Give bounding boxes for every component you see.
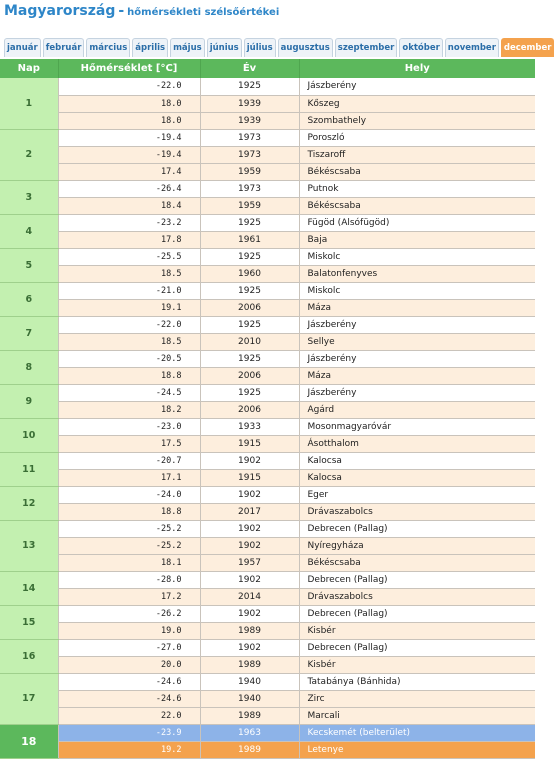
temperature-cell: -20.7 bbox=[58, 452, 200, 469]
day-cell: 17 bbox=[0, 673, 58, 724]
year-cell: 1973 bbox=[200, 146, 299, 163]
tab-month[interactable]: április bbox=[132, 38, 168, 57]
table-row bbox=[0, 316, 535, 333]
place-cell: Kalocsa bbox=[299, 452, 535, 469]
year-cell: 1925 bbox=[200, 282, 299, 299]
day-cell: 11 bbox=[0, 452, 58, 486]
day-cell: 16 bbox=[0, 639, 58, 673]
temperature-cell: 17.8 bbox=[58, 231, 200, 248]
table-row bbox=[0, 639, 535, 656]
column-header-temperature[interactable]: Hőmérséklet [°C] bbox=[58, 59, 200, 78]
temperature-cell: -24.0 bbox=[58, 486, 200, 503]
table-row bbox=[0, 214, 535, 231]
place-cell: Eger bbox=[299, 486, 535, 503]
place-cell: Kisbér bbox=[299, 622, 535, 639]
temperature-cell: -25.2 bbox=[58, 520, 200, 537]
table-row bbox=[0, 333, 535, 350]
year-cell: 1925 bbox=[200, 214, 299, 231]
temperature-cell: -24.6 bbox=[58, 690, 200, 707]
table-row bbox=[0, 741, 535, 758]
table-row bbox=[0, 554, 535, 571]
table-row bbox=[0, 384, 535, 401]
temperature-cell: -28.0 bbox=[58, 571, 200, 588]
temperature-cell: 19.2 bbox=[58, 741, 200, 758]
tab-month[interactable]: november bbox=[445, 38, 499, 57]
temperature-cell: 18.8 bbox=[58, 367, 200, 384]
temperature-cell: 18.1 bbox=[58, 554, 200, 571]
place-cell: Marcali bbox=[299, 707, 535, 724]
temperature-cell: 17.2 bbox=[58, 588, 200, 605]
temperature-cell: 19.0 bbox=[58, 622, 200, 639]
place-cell: Debrecen (Pallag) bbox=[299, 571, 535, 588]
year-cell: 1959 bbox=[200, 197, 299, 214]
place-cell: Drávaszabolcs bbox=[299, 588, 535, 605]
table-row bbox=[0, 724, 535, 741]
place-cell: Letenye bbox=[299, 741, 535, 758]
place-cell: Putnok bbox=[299, 180, 535, 197]
temperature-cell: -19.4 bbox=[58, 129, 200, 146]
year-cell: 1915 bbox=[200, 469, 299, 486]
column-header-year[interactable]: Év bbox=[200, 59, 299, 78]
table-row bbox=[0, 367, 535, 384]
table-row bbox=[0, 265, 535, 282]
year-cell: 1939 bbox=[200, 95, 299, 112]
table-row bbox=[0, 537, 535, 554]
year-cell: 2017 bbox=[200, 503, 299, 520]
place-cell: Agárd bbox=[299, 401, 535, 418]
table-row bbox=[0, 180, 535, 197]
year-cell: 1933 bbox=[200, 418, 299, 435]
day-cell: 1 bbox=[0, 78, 58, 129]
place-cell: Debrecen (Pallag) bbox=[299, 605, 535, 622]
table-row bbox=[0, 452, 535, 469]
place-cell: Balatonfenyves bbox=[299, 265, 535, 282]
day-cell: 10 bbox=[0, 418, 58, 452]
place-cell: Tatabánya (Bánhida) bbox=[299, 673, 535, 690]
table-row bbox=[0, 690, 535, 707]
place-cell: Békéscsaba bbox=[299, 163, 535, 180]
table-row bbox=[0, 571, 535, 588]
tab-month[interactable]: augusztus bbox=[278, 38, 333, 57]
place-cell: Jászberény bbox=[299, 78, 535, 95]
year-cell: 1973 bbox=[200, 129, 299, 146]
place-cell: Miskolc bbox=[299, 282, 535, 299]
page-title-subtitle: hőmérsékleti szélsőértékei bbox=[127, 7, 280, 18]
year-cell: 1960 bbox=[200, 265, 299, 282]
place-cell: Sellye bbox=[299, 333, 535, 350]
year-cell: 1925 bbox=[200, 316, 299, 333]
day-cell: 3 bbox=[0, 180, 58, 214]
place-cell: Tiszaroff bbox=[299, 146, 535, 163]
year-cell: 1925 bbox=[200, 78, 299, 95]
page-title bbox=[4, 3, 279, 27]
place-cell: Fügöd (Alsófügöd) bbox=[299, 214, 535, 231]
table-row bbox=[0, 248, 535, 265]
table-row bbox=[0, 707, 535, 724]
day-cell: 6 bbox=[0, 282, 58, 316]
place-cell: Jászberény bbox=[299, 350, 535, 367]
tab-month[interactable]: július bbox=[244, 38, 276, 57]
year-cell: 1957 bbox=[200, 554, 299, 571]
tab-month[interactable]: március bbox=[86, 38, 130, 57]
table-row bbox=[0, 622, 535, 639]
day-cell: 5 bbox=[0, 248, 58, 282]
year-cell: 1959 bbox=[200, 163, 299, 180]
place-cell: Miskolc bbox=[299, 248, 535, 265]
year-cell: 1961 bbox=[200, 231, 299, 248]
place-cell: Kőszeg bbox=[299, 95, 535, 112]
temperature-cell: -25.5 bbox=[58, 248, 200, 265]
day-cell: 8 bbox=[0, 350, 58, 384]
year-cell: 1925 bbox=[200, 384, 299, 401]
temperature-cell: 18.2 bbox=[58, 401, 200, 418]
temperature-cell: 17.1 bbox=[58, 469, 200, 486]
table-row bbox=[0, 588, 535, 605]
page-title-separator: - bbox=[118, 3, 125, 19]
table-row bbox=[0, 486, 535, 503]
year-cell: 2006 bbox=[200, 299, 299, 316]
year-cell: 1915 bbox=[200, 435, 299, 452]
place-cell: Debrecen (Pallag) bbox=[299, 639, 535, 656]
temperature-cell: -26.2 bbox=[58, 605, 200, 622]
tab-month[interactable]: május bbox=[170, 38, 205, 57]
table-row bbox=[0, 656, 535, 673]
year-cell: 1925 bbox=[200, 350, 299, 367]
year-cell: 1939 bbox=[200, 112, 299, 129]
table-row bbox=[0, 95, 535, 112]
tab-month[interactable]: február bbox=[43, 38, 85, 57]
day-cell: 9 bbox=[0, 384, 58, 418]
year-cell: 1902 bbox=[200, 571, 299, 588]
extremes-table bbox=[0, 59, 535, 759]
temperature-cell: 20.0 bbox=[58, 656, 200, 673]
table-row bbox=[0, 129, 535, 146]
table-body bbox=[0, 78, 535, 758]
page-title-main: Magyarország bbox=[4, 3, 116, 19]
day-cell: 4 bbox=[0, 214, 58, 248]
place-cell: Ásotthalom bbox=[299, 435, 535, 452]
day-cell: 13 bbox=[0, 520, 58, 571]
temperature-cell: -26.4 bbox=[58, 180, 200, 197]
temperature-cell: -22.0 bbox=[58, 316, 200, 333]
table-row bbox=[0, 469, 535, 486]
year-cell: 2006 bbox=[200, 367, 299, 384]
tab-month[interactable]: január bbox=[4, 38, 41, 57]
place-cell: Poroszló bbox=[299, 129, 535, 146]
year-cell: 1902 bbox=[200, 605, 299, 622]
year-cell: 1902 bbox=[200, 486, 299, 503]
year-cell: 1989 bbox=[200, 741, 299, 758]
table-row bbox=[0, 231, 535, 248]
temperature-cell: -19.4 bbox=[58, 146, 200, 163]
place-cell: Békéscsaba bbox=[299, 554, 535, 571]
year-cell: 1902 bbox=[200, 639, 299, 656]
temperature-cell: 22.0 bbox=[58, 707, 200, 724]
temperature-cell: 18.4 bbox=[58, 197, 200, 214]
day-cell: 7 bbox=[0, 316, 58, 350]
tab-month[interactable]: szeptember bbox=[335, 38, 398, 57]
place-cell: Máza bbox=[299, 299, 535, 316]
table-row bbox=[0, 673, 535, 690]
table-header-row bbox=[0, 59, 535, 78]
year-cell: 2010 bbox=[200, 333, 299, 350]
day-cell: 12 bbox=[0, 486, 58, 520]
year-cell: 1963 bbox=[200, 724, 299, 741]
place-cell: Debrecen (Pallag) bbox=[299, 520, 535, 537]
month-tabs bbox=[4, 38, 554, 57]
year-cell: 2006 bbox=[200, 401, 299, 418]
table-row bbox=[0, 282, 535, 299]
temperature-cell: -24.5 bbox=[58, 384, 200, 401]
day-cell: 2 bbox=[0, 129, 58, 180]
temperature-cell: -25.2 bbox=[58, 537, 200, 554]
temperature-cell: -22.0 bbox=[58, 78, 200, 95]
table-row bbox=[0, 197, 535, 214]
year-cell: 1925 bbox=[200, 248, 299, 265]
year-cell: 1989 bbox=[200, 707, 299, 724]
year-cell: 1902 bbox=[200, 452, 299, 469]
temperature-cell: 18.8 bbox=[58, 503, 200, 520]
place-cell: Zirc bbox=[299, 690, 535, 707]
place-cell: Mosonmagyaróvár bbox=[299, 418, 535, 435]
year-cell: 1989 bbox=[200, 622, 299, 639]
table-row bbox=[0, 112, 535, 129]
table-row bbox=[0, 163, 535, 180]
place-cell: Máza bbox=[299, 367, 535, 384]
temperature-cell: 18.0 bbox=[58, 95, 200, 112]
table-row bbox=[0, 435, 535, 452]
year-cell: 1902 bbox=[200, 520, 299, 537]
temperature-cell: 18.0 bbox=[58, 112, 200, 129]
table-row bbox=[0, 78, 535, 95]
year-cell: 1989 bbox=[200, 656, 299, 673]
table-row bbox=[0, 503, 535, 520]
day-cell: 14 bbox=[0, 571, 58, 605]
table-row bbox=[0, 350, 535, 367]
table-row bbox=[0, 146, 535, 163]
table-row bbox=[0, 299, 535, 316]
temperature-cell: -23.2 bbox=[58, 214, 200, 231]
tab-month[interactable]: június bbox=[207, 38, 242, 57]
temperature-cell: -23.0 bbox=[58, 418, 200, 435]
table-row bbox=[0, 418, 535, 435]
year-cell: 2014 bbox=[200, 588, 299, 605]
year-cell: 1902 bbox=[200, 537, 299, 554]
place-cell: Szombathely bbox=[299, 112, 535, 129]
temperature-cell: 19.1 bbox=[58, 299, 200, 316]
place-cell: Kalocsa bbox=[299, 469, 535, 486]
temperature-cell: 17.4 bbox=[58, 163, 200, 180]
place-cell: Nyíregyháza bbox=[299, 537, 535, 554]
column-header-day[interactable]: Nap bbox=[0, 59, 58, 78]
place-cell: Jászberény bbox=[299, 316, 535, 333]
day-cell: 15 bbox=[0, 605, 58, 639]
temperature-cell: 17.5 bbox=[58, 435, 200, 452]
place-cell: Kecskemét (belterület) bbox=[299, 724, 535, 741]
temperature-cell: 18.5 bbox=[58, 265, 200, 282]
table-row bbox=[0, 520, 535, 537]
year-cell: 1973 bbox=[200, 180, 299, 197]
temperature-cell: -23.9 bbox=[58, 724, 200, 741]
temperature-cell: -27.0 bbox=[58, 639, 200, 656]
place-cell: Kisbér bbox=[299, 656, 535, 673]
place-cell: Jászberény bbox=[299, 384, 535, 401]
day-cell: 18 bbox=[0, 724, 58, 758]
temperature-cell: -21.0 bbox=[58, 282, 200, 299]
column-header-place[interactable]: Hely bbox=[299, 59, 535, 78]
table-row bbox=[0, 401, 535, 418]
tab-month[interactable]: október bbox=[399, 38, 442, 57]
place-cell: Baja bbox=[299, 231, 535, 248]
temperature-cell: -24.6 bbox=[58, 673, 200, 690]
table-row bbox=[0, 605, 535, 622]
year-cell: 1940 bbox=[200, 690, 299, 707]
place-cell: Békéscsaba bbox=[299, 197, 535, 214]
temperature-cell: 18.5 bbox=[58, 333, 200, 350]
temperature-cell: -20.5 bbox=[58, 350, 200, 367]
tab-month[interactable]: december bbox=[501, 38, 554, 57]
year-cell: 1940 bbox=[200, 673, 299, 690]
place-cell: Drávaszabolcs bbox=[299, 503, 535, 520]
